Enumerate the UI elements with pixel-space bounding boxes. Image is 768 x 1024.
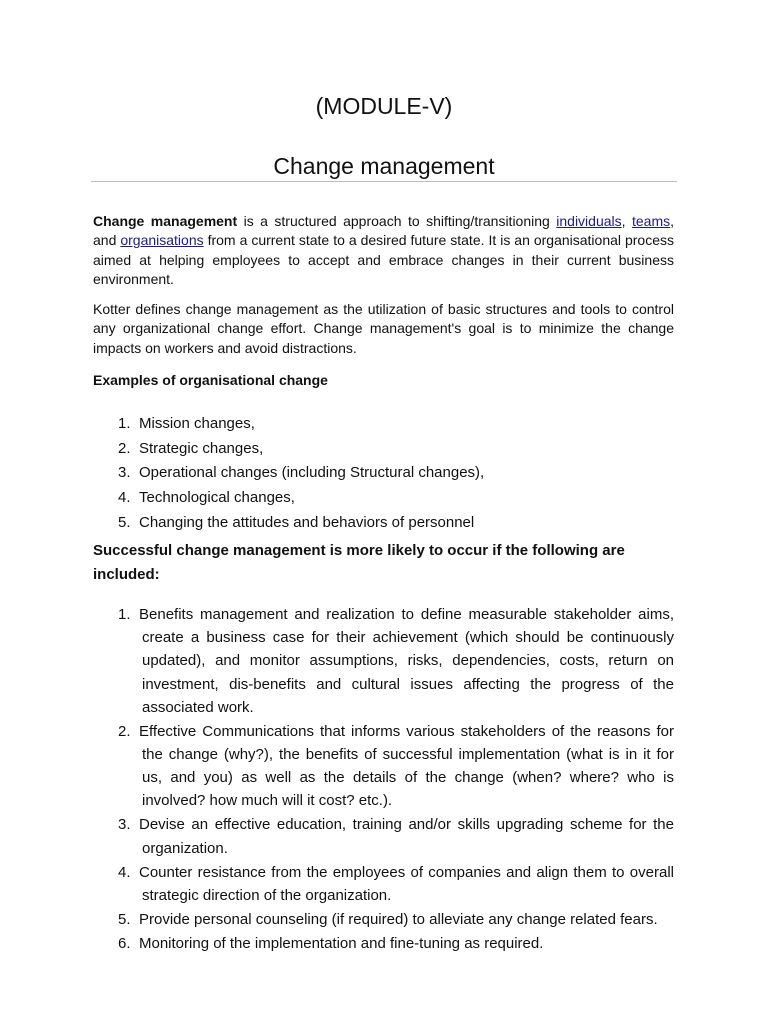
intro-comma: , <box>621 213 632 229</box>
list-item-number: 3. <box>118 816 131 834</box>
list-item-text: Benefits management and realization to define measurable stakeholder aims, create a business case for their achievement (which should be continuously updated), and monitor assumptions, risks, dependencies, costs, return on investment, dis-benefits and cultural issues affecting the progress of the associated work. <box>139 606 674 716</box>
intro-term: Change management <box>93 213 238 229</box>
title-divider <box>91 181 677 182</box>
list-item-text: Operational changes (including Structural changes), <box>139 464 485 482</box>
list-item-text: Technological changes, <box>139 489 295 507</box>
list-item-text: Counter resistance from the employees of companies and align them to overall strategic direction of the organization. <box>139 863 674 904</box>
list-item <box>118 511 678 536</box>
list-item-text: Monitoring of the implementation and fine-tuning as required. <box>139 934 544 952</box>
list-item-text: Changing the attitudes and behaviors of personnel <box>139 513 475 531</box>
list-item <box>118 932 674 955</box>
intro-paragraph <box>93 212 674 289</box>
list-item-number: 1. <box>118 415 131 432</box>
list-item-number: 6. <box>118 934 131 952</box>
intro-text-c: from a current state to a desired future state. It is an organisational process aimed at helping employees to accept and embrace changes in their current business environment. <box>93 232 675 287</box>
list-item <box>118 461 678 486</box>
list-item-number: 5. <box>118 910 131 928</box>
list-item-text: Effective Communications that informs various stakeholders of the reasons for the change (why?), the benefits of successful implementation (what is in it for us, and you) as well as the details of the change (when? where? who is involved? how much will it cost? etc.). <box>139 722 674 810</box>
list-item-text: Devise an effective education, training and/or skills upgrading scheme for the organization. <box>139 816 674 857</box>
page-title: Change management <box>273 153 495 179</box>
list-item-number: 4. <box>118 863 131 881</box>
list-item <box>118 437 678 462</box>
list-item-text: Mission changes, <box>139 415 255 432</box>
list-item <box>118 720 674 813</box>
list-item-number: 1. <box>118 606 131 623</box>
list-item-number: 4. <box>118 489 131 507</box>
list-item-number: 5. <box>118 513 131 531</box>
list-item-text: Provide personal counseling (if required) to alleviate any change related fears. <box>139 910 658 928</box>
examples-heading: Examples of organisational change <box>93 372 328 388</box>
intro-text-b: , and <box>93 213 674 249</box>
success-heading: Successful change management is more likely to occur if the following are included: <box>93 542 625 583</box>
list-item <box>118 908 674 931</box>
success-list <box>118 603 674 956</box>
list-item-number: 2. <box>118 722 131 740</box>
list-item-number: 2. <box>118 439 131 457</box>
list-item-number: 3. <box>118 464 131 482</box>
link-individuals[interactable]: individuals <box>556 213 622 229</box>
list-item <box>118 813 674 859</box>
kotter-paragraph: Kotter defines change management as the utilization of basic structures and tools to control any organizational change effort. Change management's goal is to minimize the change impacts on workers and avoid distractions. <box>93 301 674 356</box>
intro-text-a: is a structured approach to shifting/transitioning <box>237 213 557 229</box>
module-heading: (MODULE-V) <box>315 93 453 119</box>
link-organisations[interactable]: organisations <box>120 232 204 249</box>
list-item <box>118 486 678 511</box>
examples-list <box>118 412 678 536</box>
list-item <box>118 412 678 437</box>
list-item-text: Strategic changes, <box>139 439 264 457</box>
list-item <box>118 861 674 907</box>
link-teams[interactable]: teams <box>631 213 671 229</box>
list-item <box>118 603 674 719</box>
